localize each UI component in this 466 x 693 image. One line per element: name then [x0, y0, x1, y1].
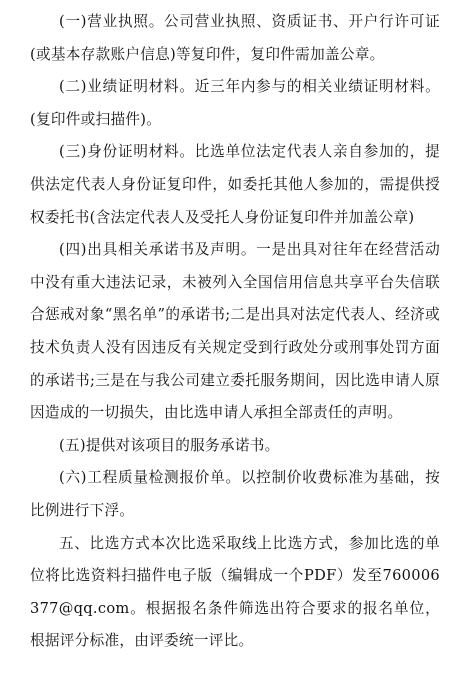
paragraph-identity-proof: (三)身份证明材料。比选单位法定代表人亲自参加的，提供法定代表人身份证复印件，如委托其他人参加的，需提供授权委托书(含法定代表人及受托人身份证复印件并加盖公章) [30, 143, 440, 226]
paragraph-business-license: (一)营业执照。公司营业执照、资质证书、开户行许可证(或基本存款账户信息)等复印件，复印件需加盖公章。 [30, 13, 440, 63]
paragraph-selection-method: 五、比选方式本次比选采取线上比选方式，参加比选的单位将比选资料扫描件电子版（编辑成一个PDF）发至760006377@qq.com。根据报名条件筛选出符合要求的报名单位，根据评分标准，由评委统一评比。 [30, 534, 440, 650]
paragraph-commitment-statement: (四)出具相关承诺书及声明。一是出具对往年在经营活动中没有重大违法记录，未被列入全国信用信息共享平台失信联合惩戒对象“黑名单”的承诺书;二是出具对法定代表人、经济或技术负责人没有因违反有关规定受到行政处分或刑事处罚方面的承诺书;三是在与我公司建立委托服务期间，因比选申请人原因造成的一切损失，由比选申请人承担全部责任的声明。 [30, 241, 440, 422]
paragraph-quotation: (六)工程质量检测报价单。以控制价收费标准为基础，按比例进行下浮。 [30, 469, 440, 519]
paragraph-service-commitment: (五)提供对该项目的服务承诺书。 [59, 436, 280, 454]
paragraph-performance-proof: (二)业绩证明材料。近三年内参与的相关业绩证明材料。(复印件或扫描件)。 [30, 78, 440, 128]
